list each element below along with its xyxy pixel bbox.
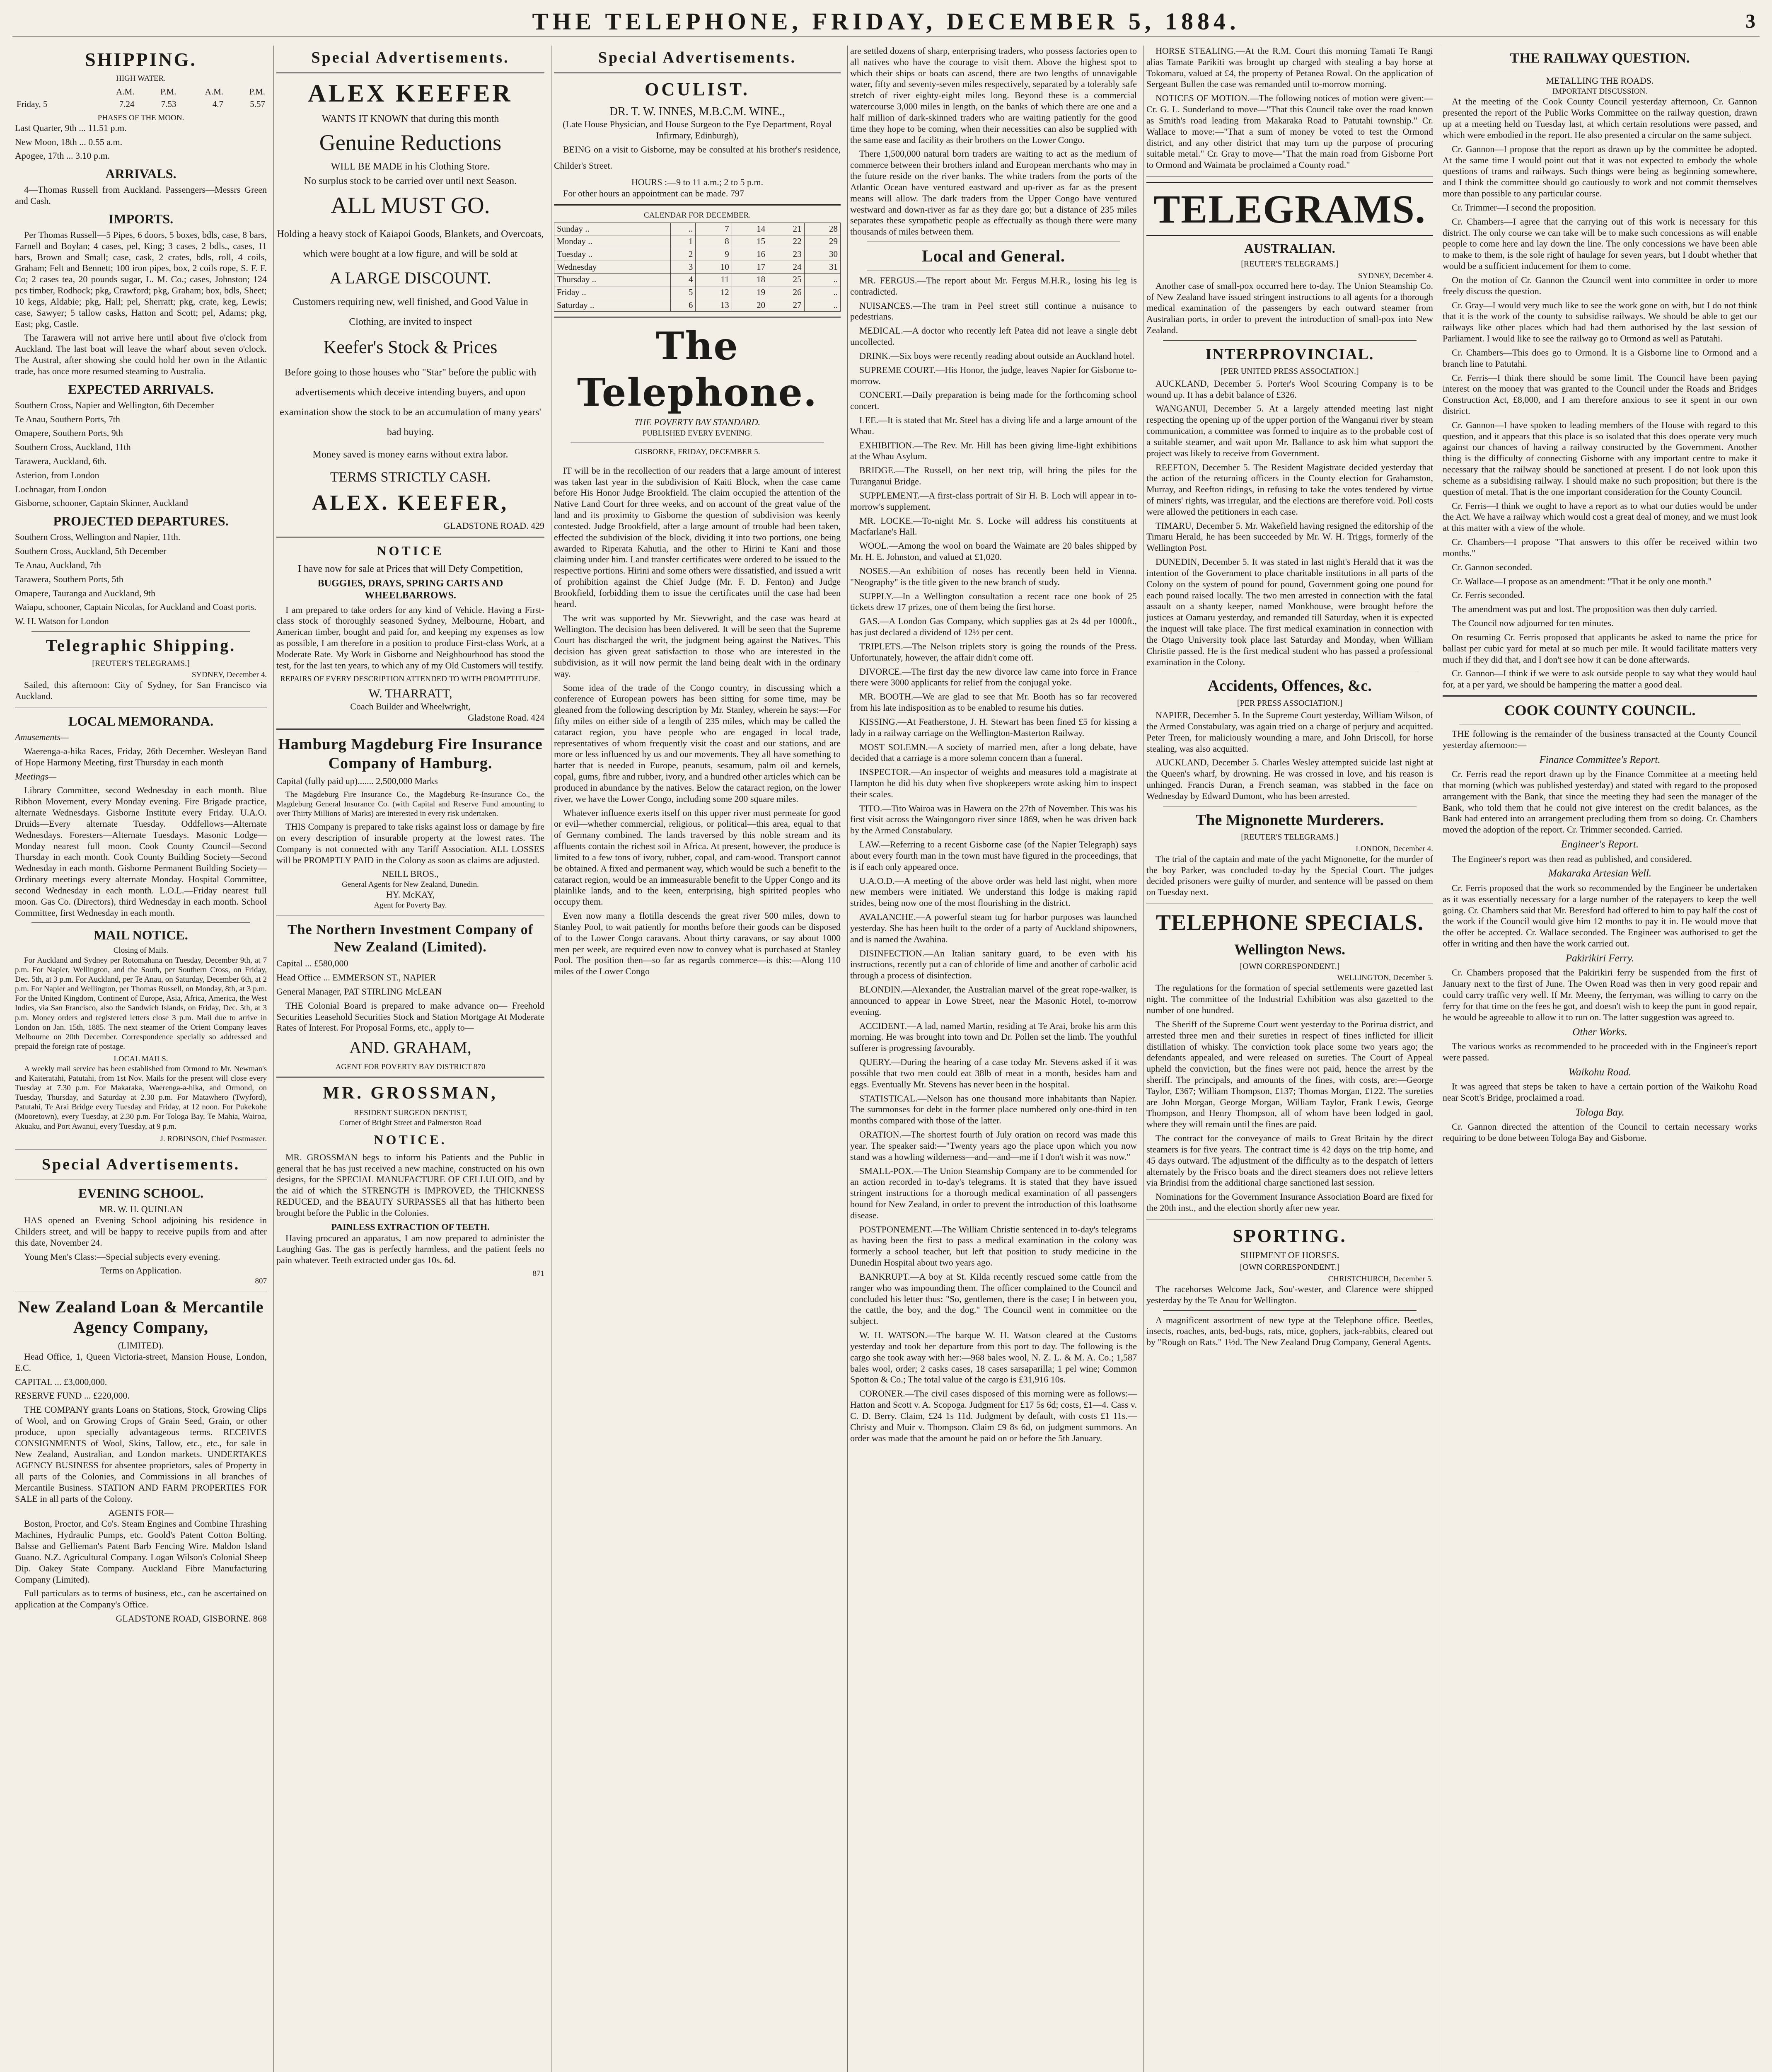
ad-text: The Magdeburg Fire Insurance Co., the Magdeburg Re-Insurance Co., the Magdeburg General Insurance Co. (with Capital and Reserve Fund amounting to over Thirty Millions of Marks) are interested in every risk undertaken. <box>276 790 544 818</box>
news-item: INSPECTOR.—An inspector of weights and measures told a magistrate at Hampton he did his duty when five shopkeepers wrote asking him to inspect their scales. <box>850 767 1137 799</box>
imports-text: Per Thomas Russell—5 Pipes, 6 doors, 5 boxes, bdls, case, 8 bars, Farnell and Boylan; 4 cases, pel, King; 3 cases, 2 bdls., cases, 11 bars, Brown and Small; case, cask, 2 crates, bdls, roll, 4 coils, Graham; Felt and Bennett; 100 iron pipes, box, 2 coils rope, S. F. F. Co; 2 cases tea, 20 pounds sugar, L. M. Co.; cases, Johnston; 124 pcs timber, Rodhock; pkg, Crawford; pkg, Graham; box, bdls, Sheet; 10 kegs, Aldabie; pkg, Hall; pel, Sherratt; pkg, crate, keg, Lewis; case, Sawyer; 5 tallow casks, Hatton and Scott; pel, Adams; pkg, East; pkg, Castle. <box>15 229 267 329</box>
ad-text: Agent for Poverty Bay. <box>374 901 447 910</box>
railway-paragraph: Cr. Ferris—I think we ought to have a report as to what our duties would be under the Act. We have a railway which would cost a great deal of money, and we must look at this matter with a view of the whole. <box>1443 500 1757 533</box>
table-row: Saturday .. 6 13 20 27 .. <box>554 299 841 312</box>
railway-heading: THE RAILWAY QUESTION. <box>1510 51 1690 66</box>
news-item: The trial of the captain and mate of the yacht Mignonette, for the murder of the boy Parker, was concluded to-day by the Special Court. The judges decided prisoners were guilty of murder, and sentence will be passed on them on Tuesday next. <box>1146 853 1433 898</box>
railway-paragraph: Cr. Gray—I would very much like to see the work gone on with, but I do not think that it is the work of the county to subsidise railways. We should be able to get our railways like other places which had had them authorised by the last session of Parliament. I would like to see the railway go to Ormond as well as Patutahi. <box>1443 300 1757 344</box>
ad-text: Corner of Bright Street and Palmerston Road <box>339 1118 481 1127</box>
ad-text: Capital (fully paid up)....... 2,500,000 Marks <box>276 775 438 786</box>
subheading: Other Works. <box>1572 1026 1627 1038</box>
leader-paragraph: The writ was supported by Mr. Sievwright, and the case was heard at Wellington. The decision has been delivered. It will be seen that the Supreme Court has discharged the writ, the judgment being against the Natives. This decision has given great satisfaction to those who are interested in the subdivision, as it will now permit the land being dealt with in the ordinary way. <box>554 612 841 679</box>
news-item: Nominations for the Government Insurance Association Board are fixed for the 20th inst., and the election shortly after new year. <box>1146 1191 1433 1213</box>
source-line: [REUTER'S TELEGRAMS.] <box>1241 833 1339 842</box>
ad-text: I have now for sale at Prices that will Defy Competition, <box>297 563 523 574</box>
ad-address: GLADSTONE ROAD. 429 <box>443 520 544 531</box>
news-item: The Sheriff of the Supreme Court went yesterday to the Porirua district, and arrested three men and their sureties in respect of fines inflicted for illicit distillation of whisky. The conviction took place some two years ago; the defendants appealed, and were released on sureties. The Court of Appeal upheld the conviction, but the fines were not paid, hence the arrest by the sheriff. The principals, and amounts of the fines, with costs, are:—George Taylor, £367; William Thompson, £137; Thomas Morgan, £122. The sureties are John Morgan, George Morgan, William Taylor, Frank Lewis, George Thompson, and Henry Thompson, all of whom have been lodged in gaol, where they will remain until the fines are paid. <box>1146 1019 1433 1130</box>
news-item: KISSING.—At Featherstone, J. H. Stewart has been fined £5 for kissing a lady in a railway carriage on the Wellington-Masterton Railway. <box>850 716 1137 738</box>
news-item: SUPPLEMENT.—A first-class portrait of Sir H. B. Loch will appear in to-morrow's supplement. <box>850 490 1137 512</box>
railway-paragraph: The amendment was put and lost. The proposition was then duly carried. <box>1452 604 1717 615</box>
masthead <box>12 6 1760 37</box>
news-item: The racehorses Welcome Jack, Sou'-wester, and Clarence were shipped yesterday by the Te Anau for Wellington. <box>1146 1283 1433 1305</box>
railway-paragraph: Cr. Gannon seconded. <box>1452 562 1533 572</box>
subheading: Waikohu Road. <box>1568 1066 1632 1078</box>
news-item: BRIDGE.—The Russell, on her next trip, will bring the piles for the Turanganui Bridge. <box>850 465 1137 487</box>
mail-notice-heading: MAIL NOTICE. <box>94 927 188 943</box>
source-line: [OWN CORRESPONDENT.] <box>1240 961 1340 971</box>
divider <box>15 1179 267 1180</box>
news-item: BLONDIN.—Alexander, the Australian marvel of the great rope-walker, is announced to appear in Lowe Street, near the Masonic Hotel, to-morrow evening. <box>850 984 1137 1017</box>
local-mails-text: A weekly mail service has been established from Ormond to Mr. Newman's and Kaiteratahi, Patutahi, from 1st Nov. Mails for the present will close every Tuesday at 7.30 p.m. For Makaraka, Waerenga-a-hika, and Ormond, on Tuesday, Thursday, and Saturday at 2.30 p.m. For Matawhero (Twyford), Patutahi, Te Arai Bridge every Tuesday and Friday, at 12 noon. For Pukekohe (Mooretown), every Tuesday, at 2.30 p.m. For Tologa Bay, Te Mahia, Wairoa, Akuaku, and Port Awanui, every Tuesday, at 9 p.m. <box>15 1064 267 1131</box>
dateline: SYDNEY, December 4. <box>1358 271 1433 280</box>
list-item: Lochnagar, from London <box>15 484 106 494</box>
leader-paragraph: IT will be in the recollection of our readers that a large amount of interest was taken last year in the subdivision of Kaiti Block, when the case came before His Honor Judge Brookfield. The claim occupied the attention of the Native Land Court for three weeks, and on account of the great value of the land and its proximity to Gisborne the question of subdivision was keenly contested. Judge Brookfield, after a large amount of trouble had been taken, effected the subdivision of the block, dividing it into two portions, one being awarded to Riperata Kahutia, and the other to Hirini te Kani and those claiming under him. Land transfer certificates were ordered to be issued to the respective portions. Hirini and some others were dissatisfied, and issued a writ of prohibition against the Chief Judge (Mr. F. D. Fenton) and Judge Brookfield, forbidding them to issue the certificates until the case had been heard. <box>554 465 841 609</box>
ad-text: THIS Company is prepared to take risks against loss or damage by fire on every description of insurable property at the lowest rates. The Company is not connected with any Tariff Association. ALL LOSSES will be PROMPTLY PAID in the Colony as soon as claims are adjusted. <box>276 821 544 865</box>
ad-signature: HY. McKAY, <box>386 889 435 900</box>
dateline: CHRISTCHURCH, December 5. <box>1328 1274 1433 1283</box>
divider <box>276 915 544 916</box>
tides-heading: HIGH WATER. <box>116 74 166 83</box>
sporting-heading: SPORTING. <box>1233 1225 1347 1246</box>
ad-highlight: ALL MUST GO. <box>331 193 490 219</box>
ad-text: WILL BE MADE in his Clothing Store. <box>331 161 490 172</box>
news-item: SUPPLY.—In a Wellington consultation a recent race one book of 25 tickets drew 17 prizes, one of them being the first horse. <box>850 591 1137 612</box>
list-item: Southern Cross, Napier and Wellington, 6th December <box>15 399 214 410</box>
news-item: AUCKLAND, December 5. Porter's Wool Scouring Company is to be wound up. It has a debit balance of £326. <box>1146 378 1433 400</box>
ad-text: RESIDENT SURGEON DENTIST, <box>353 1109 467 1118</box>
ad-text: Young Men's Class:—Special subjects every evening. <box>24 1251 220 1262</box>
news-item: Another case of small-pox occurred here to-day. The Union Steamship Co. of New Zealand have issued stringent instructions to all agents for a thorough medical examination of the passengers by each outward steamer from Australian ports, in order to prevent the introduction of small-pox into New Zealand. <box>1146 280 1433 336</box>
ad-text: Customers requiring new, well finished, and Good Value in Clothing, are invited to inspect <box>293 297 528 328</box>
news-item: TITO.—Tito Wairoa was in Hawera on the 27th of November. This was his first visit across the Waingongoro river since 1869, when he was driven back by the Armed Constabulary. <box>850 803 1137 836</box>
table-row: Wednesday 3 10 17 24 31 <box>554 261 841 274</box>
subheading: Engineer's Report. <box>1561 839 1639 850</box>
phase-item: Last Quarter, 9th ... 11.51 p.m. <box>15 122 127 133</box>
news-item: MOST SOLEMN.—A society of married men, after a long debate, have decided that a carriage is a more solemn concern than a funeral. <box>850 741 1137 763</box>
ad-highlight: A LARGE DISCOUNT. <box>329 268 491 287</box>
notice-heading: NOTICE. <box>374 1132 447 1147</box>
news-item: AUCKLAND, December 5. Charles Wesley attempted suicide last night at the Queen's wharf, by drowning. He was crossed in love, and his reason is unhinged. Francis Duran, a French seaman, was stabbed in the face on Wednesday by Edward Dumont, who has been arrested. <box>1146 757 1433 801</box>
news-item: SMALL-POX.—The Union Steamship Company are to be commended for an action recorded in to-day's telegrams. It is stated that they have issued stringent instructions for a thorough medical examination of all passengers bound for New Zealand, in order to prevent the introduction of this loathsome disease. <box>850 1165 1137 1220</box>
news-item: CONCERT.—Daily preparation is being made for the forthcoming school concert. <box>850 390 1137 411</box>
ad-signature: ALEX. KEEFER, <box>312 491 509 515</box>
oculist-heading: OCULIST. <box>645 79 750 100</box>
australian-heading: AUSTRALIAN. <box>1244 241 1335 256</box>
special-ads-heading: Special Advertisements. <box>41 1155 240 1173</box>
news-item: The Engineer's report was then read as published, and considered. <box>1452 853 1692 864</box>
ad-number: 871 <box>532 1269 544 1278</box>
list-item: Southern Cross, Auckland, 11th <box>15 442 131 453</box>
railway-paragraph: On the motion of Cr. Gannon the Council went into committee in order to more freely discuss the question. <box>1443 274 1757 296</box>
ad-text: THE COMPANY grants Loans on Stations, Stock, Growing Clips of Wool, and on Growing Crops of Grain Seed, Grain, or other produce, upon specially advantageous terms. RECEIVES CONSIGNMENTS of Wool, Skins, Tallow, etc., etc., for sale in New Zealand, Australian, and London markets. UNDERTAKES AGENCY BUSINESS for absentee proprietors, sales of Property in all parts of the Colonies, and Commissions in all branches of Mercantile Business. STATION AND FARM PROPERTIES FOR SALE in all parts of the Colony. <box>15 1404 267 1504</box>
divider <box>1146 903 1433 904</box>
mignonette-heading: The Mignonette Murderers. <box>1195 811 1384 829</box>
hamburg-heading: Hamburg Magdeburg Fire Insurance Company of Hamburg. <box>278 735 543 772</box>
list-item: Southern Cross, Auckland, 5th December <box>15 546 167 557</box>
ad-name: DR. T. W. INNES, M.B.C.M. WINE., <box>609 105 785 119</box>
ad-highlight: BUGGIES, DRAYS, SPRING CARTS AND WHEELBARROWS. <box>317 578 503 601</box>
news-item: The various works as recommended to be proceeded with in the Engineer's report were passed. <box>1443 1041 1757 1063</box>
arrivals-heading: ARRIVALS. <box>105 166 176 182</box>
news-item: MR. BOOTH.—We are glad to see that Mr. Booth has so far recovered from his late indisposition as to be enabled to resume his duties. <box>850 691 1137 713</box>
wellington-heading: Wellington News. <box>1234 941 1345 958</box>
railway-paragraph: Cr. Gannon—I think if we were to ask outside people to say what they would haul for, at a per yard, we should be hampering the matter a good deal. <box>1443 668 1757 690</box>
news-item: A magnificent assortment of new type at the Telephone office. Beetles, insects, roaches, ants, bed-bugs, rats, mice, gophers, jack-rabbits, cleared out by "Rough on Rats." 1½d. The New Zealand Drug Company, General Agents. <box>1146 1314 1433 1348</box>
railway-paragraph: Cr. Ferris—I think there should be some limit. The Council have been paying interest on the money that was granted to the Council under the Roads and Bridges Construction Act, £8,000, and I am therefore anxious to see it spent in our own district. <box>1443 372 1757 416</box>
accidents-heading: Accidents, Offences, &c. <box>1208 677 1372 695</box>
news-item: The contract for the conveyance of mails to Great Britain by the direct steamers is for five years. The contract time is 42 days on the trip home, and 45 days outward. The adjustment of the difficulty as to the despatch of letters alternately by the Frisco boats and the direct steamers does not relieve letters via Brindisi from the additional charge sanctioned last session. <box>1146 1133 1433 1188</box>
divider <box>15 1149 267 1150</box>
shipping-note: The Tarawera will not arrive here until about five o'clock from Auckland. The last boat will leave the wharf about seven o'clock. The Austral, after showing she could hold her own in the Atlantic trade, has once more resumed steaming to Australia. <box>15 332 267 376</box>
northern-heading: The Northern Investment Company of New Zealand (Limited). <box>287 922 534 955</box>
list-item: Waiapu, schooner, Captain Nicolas, for Auckland and Coast ports. <box>15 602 256 612</box>
source-line: [OWN CORRESPONDENT.] <box>1240 1263 1340 1272</box>
subheading: Finance Committee's Report. <box>1539 754 1661 765</box>
paper-tagline: THE POVERTY BAY STANDARD. <box>634 416 760 427</box>
ad-text: HOURS :—9 to 11 a.m.; 2 to 5 p.m. <box>631 177 764 188</box>
railway-paragraph: Cr. Wallace—I propose as an amendment: "That it be only one month." <box>1452 576 1712 586</box>
divider <box>276 1077 544 1078</box>
news-item: THE following is the remainder of the business transacted at the County Council yesterday afternoon:— <box>1443 728 1757 750</box>
news-item: LEE.—It is stated that Mr. Steel has a diving life and a large amount of the Whau. <box>850 414 1137 436</box>
phase-item: New Moon, 18th ... 0.55 a.m. <box>15 136 123 147</box>
column-6 <box>1440 46 1760 2072</box>
list-item: Omapere, Tauranga and Auckland, 9th <box>15 588 155 598</box>
arrivals-text: 4—Thomas Russell from Auckland. Passengers—Messrs Green and Cash. <box>15 184 267 206</box>
news-item: MEDICAL.—A doctor who recently left Patea did not leave a single debt uncollected. <box>850 325 1137 347</box>
news-item: Cr. Ferris proposed that the work so recommended by the Engineer be undertaken as it was essentially necessary for a large number of the ratepayers to keep the well going. Cr. Chambers said that Mr. Beresford had offered to him to pay half the cost of the work if the Council would give him 12 months to pay it in. He would move that the offer be accepted. Cr. Wallace seconded. The Engineer was authorised to get the offer in writing and then have the work carried out. <box>1443 882 1757 949</box>
ad-text: MR. GROSSMAN begs to inform his Patients and the Public in general that he has just received a new machine, constructed on his own designs, for the SPECIAL MANUFACTURE OF CELLULOID, and by the aid of which the STRENGTH is IMPROVED, the THICKNESS REDUCED, and the BEAUTY SURPASSES all that has hitherto been brought before the Public in the Colonies. <box>276 1152 544 1218</box>
divider <box>276 72 544 73</box>
news-item: GAS.—A London Gas Company, which supplies gas at 2s 4d per 1000ft., has just declared a dividend of 12½ per cent. <box>850 616 1137 638</box>
telephone-specials-heading: TELEPHONE SPECIALS. <box>1156 910 1424 935</box>
news-item: Cr. Ferris read the report drawn up by the Finance Committee at a meeting held that morning (which was published yesterday) and stated with regard to the proposed arrangement with the Bank, that since the meeting they had seen the manager of the Bank, who told them that he could not give interest on the credit balances, as the Bank had entered into an arrangement precluding them from so doing. Cr. Chambers moved the adoption of the report. Cr. Trimmer seconded. Carried. <box>1443 769 1757 835</box>
ad-number: 807 <box>255 1277 267 1286</box>
ad-terms: Terms on Application. <box>100 1265 181 1276</box>
telegrams-heading: TELEGRAMS. <box>1146 182 1433 236</box>
source-line: [PER UNITED PRESS ASSOCIATION.] <box>1221 367 1359 376</box>
table-row: A.M. P.M. A.M. P.M. <box>116 87 265 97</box>
news-item: TIMARU, December 5. Mr. Wakefield having resigned the editorship of the Timaru Herald, he has been succeeded by Mr. W. H. Triggs, formerly of the Wellington Post. <box>1146 520 1433 553</box>
railway-paragraphs <box>1443 96 1757 690</box>
divider <box>1146 176 1433 177</box>
news-item: SUPREME COURT.—His Honor, the judge, leaves Napier for Gisborne to-morrow. <box>850 364 1137 386</box>
news-item: TRIPLETS.—The Nelson triplets story is going the rounds of the Press. Unfortunately, however, the affair didn't come off. <box>850 641 1137 663</box>
news-item: AVALANCHE.—A powerful steam tug for harbor purposes was launched yesterday. She has been built to the order of a party of Auckland shipowners, and is named the Awahina. <box>850 912 1137 944</box>
column-4 <box>847 46 1139 2072</box>
interprovincial-heading: INTERPROVINCIAL. <box>1205 345 1374 363</box>
ad-text: Capital ... £580,000 <box>276 958 348 969</box>
ad-text: Before going to those houses who "Star" before the public with advertisements which deceive intending buyers, and upon examination show the stock to be an accumulation of many years' bad buying. <box>280 367 541 438</box>
divider <box>1443 695 1757 697</box>
news-items <box>850 275 1137 1444</box>
news-item: MR. LOCKE.—To-night Mr. S. Locke will address his constituents at Macfarlane's Hall. <box>850 515 1137 537</box>
ad-text: I am prepared to take orders for any kind of Vehicle. Having a First-class stock of thoroughly seasoned Sydney, Melbourne, Hobart, and American timber, bought and paid for, and keeping my expenses as low as possible, I am therefore in a position to produce First-class Work, at a Moderate Rate. My Work in Gisborne and Neighbourhood has stood the test, for the last ten years, to which any of my Old Customers will testify. <box>276 604 544 670</box>
news-item: EXHIBITION.—The Rev. Mr. Hill has been giving lime-light exhibitions at the Whau Asylum. <box>850 440 1137 462</box>
ad-text: WANTS IT KNOWN that during this month <box>322 113 499 124</box>
ad-text: Coach Builder and Wheelwright, <box>350 701 471 712</box>
subheading: Pakirikiri Ferry. <box>1565 952 1634 964</box>
table-row: Tuesday .. 2 9 16 23 30 <box>554 248 841 261</box>
subheading: Amusements— <box>15 732 69 743</box>
subheading: SHIPMENT OF HORSES. <box>1240 1249 1339 1260</box>
local-memoranda-heading: LOCAL MEMORANDA. <box>68 714 214 729</box>
shipping-heading: SHIPPING. <box>85 49 197 70</box>
ad-name: MR. W. H. QUINLAN <box>99 1204 183 1215</box>
projected-departures-heading: PROJECTED DEPARTURES. <box>53 513 229 529</box>
notice-heading: NOTICE <box>377 543 444 558</box>
ad-text: Head Office, 1, Queen Victoria-street, Mansion House, London, E.C. <box>15 1351 267 1373</box>
news-item: QUERY.—During the hearing of a case today Mr. Stevens asked if it was possible that two men could eat 38lb of meat in a month, besides ham and eggs. Eventually Mr. Stevens has never been in the hospital. <box>850 1057 1137 1089</box>
ad-text: AGENT FOR POVERTY BAY DISTRICT 870 <box>335 1063 486 1072</box>
news-item: DRINK.—Six boys were recently reading about outside an Auckland hotel. <box>859 350 1135 361</box>
list-item: Tarawera, Southern Ports, 5th <box>15 574 123 584</box>
leader-paragraph: Even now many a flotilla descends the great river 500 miles, down to Stanley Pool, to wait patiently for months before their goods can be disposed of to the Lower Congo caravans. About thirty caravans, or say about 1000 men per week, are required even now to convey what is purchased at Stanley Pool. The position then—so far as regards commerce—is this:—Along 110 miles of the Lower Congo <box>554 910 841 977</box>
news-item: Cr. Gannon directed the attention of the Council to certain necessary works requiring to be done between Tologa Bay and Gisborne. <box>1443 1121 1757 1143</box>
dateline: SYDNEY, December 4. <box>191 670 267 680</box>
list-item: Tarawera, Auckland, 6th. <box>15 455 107 466</box>
calendar-heading: CALENDAR FOR DECEMBER. <box>643 211 751 220</box>
dateline: WELLINGTON, December 5. <box>1337 973 1433 983</box>
ad-text: General Manager, PAT STIRLING McLEAN <box>276 986 442 997</box>
subheading: LOCAL MAILS. <box>114 1055 168 1064</box>
telegraphic-text: Sailed, this afternoon: City of Sydney, for San Francisco via Auckland. <box>15 680 267 702</box>
divider <box>554 317 841 318</box>
source-line: [REUTER'S TELEGRAMS.] <box>1241 259 1339 269</box>
table-row: Friday .. 5 12 19 26 .. <box>554 286 841 299</box>
railway-paragraph: Cr. Gannon—I have spoken to leading members of the House with regard to this question, and it appears that this place is so isolated that this does operate very much against our chances of having a railway constructed by the Government. Another thing is the difficulty of connecting Gisborne with any important centre to make it necessary that the railway should be sanctioned at present. I do not look upon this scheme as a subsidising railway. I should make no such proposition; but there is the question of metal. That is the one important consideration for the County Council. <box>1443 419 1757 497</box>
railway-paragraph: At the meeting of the Cook County Council yesterday afternoon, Cr. Gannon presented the report of the Public Works Committee on the railway question, drawn up at a meeting held on Tuesday last, at which certain resolutions were passed, and which were embodied in the report. He also presented a circular on the same subject. <box>1443 96 1757 140</box>
ad-signature: AND. GRAHAM, <box>349 1038 471 1057</box>
leader-paragraph: are settled dozens of sharp, enterprising traders, who possess factories open to all natives who have the courage to visit them. Above the highest spot to which their ships or boats can ascend, there are two lengths of unnavigable water, fifty and seventy-seven miles respectively, separated by a tolerably safe stretch of river eighty-eight miles long. Beyond these is a commercial watercourse 3,000 miles in length, on the banks of which there are one and a half million of dark-skinned traders who are waiting patiently for the good time they hope to be coming, when their necessities can also be supplied with the same ease and facility as their brothers on the Lower Congo. <box>850 46 1137 145</box>
ad-text: Boston, Proctor, and Co's. Steam Engines and Combine Thrashing Machines, Hydraulic Pumps, etc. Goold's Patent Cotton Bolting. Balsse and Gellieman's Patent Barb Fencing Wire. Maldon Island Guano. N.Z. Agricultural Company. Logan Wilson's Colonial Sheep Dip. Oakey State Company. Auckland Fibre Manufacturing Company (Limited). <box>15 1518 267 1585</box>
news-item: REEFTON, December 5. The Resident Magistrate decided yesterday that the action of the returning officers in the County election for Grahamston, Murray, and Reefton ridings, in refusing to take the votes tendered by virtue of miners' rights, was irregular, and the elections are therefore void. Poll costs were allowed the petitioners in each case. <box>1146 462 1433 517</box>
news-item: BANKRUPT.—A boy at St. Kilda recently rescued some cattle from the ranger who was impounding them. The officer complained to the Council and concluded his letter thus: "So, gentlemen, there is the case; I in between you, the cattle, the boy, and the dog." The Council went in committee on the subject. <box>850 1271 1137 1326</box>
table-row: Sunday .. .. 7 14 21 28 <box>554 223 841 235</box>
divider <box>276 729 544 730</box>
news-item: DIVORCE.—The first day the new divorce law came into force in France there were 3000 applicants for relief from the conjugal yoke. <box>850 666 1137 688</box>
ad-text: General Agents for New Zealand, Dunedin. <box>342 880 479 889</box>
subheading: Tologa Bay. <box>1575 1106 1625 1118</box>
special-ads-heading: Special Advertisements. <box>311 49 510 66</box>
table-row: Thursday .. 4 11 18 25 .. <box>554 274 841 286</box>
ad-text: Having procured an apparatus, I am now prepared to administer the Laughing Gas. The gas is perfectly harmless, and the patient feels no pain whatever. Teeth extracted under gas 10s. 6d. <box>276 1232 544 1266</box>
subheading: IMPORTANT DISCUSSION. <box>1552 87 1648 96</box>
news-item: The regulations for the formation of special settlements were gazetted last night. The committee of the Industrial Exhibition was also gazetted to the number of one hundred. <box>1146 983 1433 1016</box>
ad-address: Gladstone Road. 424 <box>467 712 544 723</box>
news-item: NUISANCES.—The tram in Peel street still continue a nuisance to pedestrians. <box>850 300 1137 322</box>
railway-paragraph: Cr. Chambers—This does go to Ormond. It is a Gisborne line to Ormond and a branch line to Patutahi. <box>1443 347 1757 369</box>
subheading: Closing of Mails. <box>113 946 169 955</box>
mail-text: For Auckland and Sydney per Rotomahana on Tuesday, December 9th, at 7 p.m. For Napier, Wellington, and the South, per Southern Cross, on Friday, Dec. 5th, at 3 p.m. For Auckland, per Te Anau, on Saturday, December 6th, at 2 p.m. For Napier and Wellington, per Thomas Russell, on Monday, 8th, at 3 p.m. For the United Kingdom, Continent of Europe, Asia, Africa, America, the West Indies, via San Francisco, also the Sandwich Islands, on Friday, Dec. 5th, at 3 p.m. Money orders and registered letters close 3 p.m. Mail due to arrive in London on Jan. 15th, 1885. The next steamer of the Orient Company leaves Melbourne on 20th December. Correspondence specially so addressed and prepaid the foreign rate of postage. <box>15 956 267 1051</box>
railway-paragraph: Cr. Ferris seconded. <box>1452 590 1525 600</box>
ad-text: RESERVE FUND ... £220,000. <box>15 1390 130 1401</box>
paper-dateline: GISBORNE, FRIDAY, DECEMBER 5. <box>634 447 760 456</box>
ad-highlight: Genuine Reductions <box>319 130 502 155</box>
news-item: WANGANUI, December 5. At a largely attended meeting last night respecting the opening up of the upper portion of the Wanganui river by steam communication, a committee was formed to inquire as to the probable cost of a suitable steamer, and wait upon Mr. Ballance to ask him what support the project was likely to receive from Government. <box>1146 403 1433 458</box>
news-item: DUNEDIN, December 5. It was stated in last night's Herald that it was the intention of the Government to place charitable institutions in all parts of the Colony on the system of pound for pound, Government going one pound for each pound raised locally. The two men arrested in connection with the fatal assault on a shanty keeper, named Monkhouse, were brought before the justices at Oamaru yesterday, and remanded till Saturday, when it is expected the inquest will take place. The first medical examination in connection with the Otago University took place last Saturday and Monday, when William Christie passed. He is the first medical student who has passed a professional examination in the Colony. <box>1146 557 1433 667</box>
column-1 <box>12 46 269 2072</box>
imports-heading: IMPORTS. <box>108 211 174 226</box>
news-item: NAPIER, December 5. In the Supreme Court yesterday, William Wilson, of the Armed Constabulary, was again tried on a charge of perjury and acquitted. Peter Treen, for maliciously wounding a mare, and John Driscoll, for horse stealing, was also acquitted. <box>1146 710 1433 754</box>
divider <box>15 707 267 708</box>
paper-nameplate: The Telephone. <box>577 324 817 415</box>
ad-text: REPAIRS OF EVERY DESCRIPTION ATTENDED TO WITH PROMPTITUDE. <box>280 674 541 683</box>
divider <box>276 537 544 538</box>
list-item: Omapere, Southern Ports, 9th <box>15 428 123 438</box>
cook-county-heading: COOK COUNTY COUNCIL. <box>1504 702 1696 719</box>
ad-highlight: TERMS STRICTLY CASH. <box>330 470 491 485</box>
railway-paragraph: The Council now adjourned for ten minutes. <box>1452 618 1614 629</box>
expected-arrivals-heading: EXPECTED ARRIVALS. <box>68 381 214 397</box>
telegraphic-shipping-heading: Telegraphic Shipping. <box>46 636 236 655</box>
news-item: POSTPONEMENT.—The William Christie sentenced in to-day's telegrams as having been the first to pass a medical examination in the colony was formerly a school teacher, but left that position to study medicine in the Dunedin Hospital about two years ago. <box>850 1224 1137 1268</box>
table-row: Friday, 5 7.24 7.53 4.7 5.57 <box>17 99 265 109</box>
ad-text: CAPITAL ... £3,000,000. <box>15 1376 107 1387</box>
divider <box>554 72 841 73</box>
column-3 <box>551 46 843 2072</box>
ad-text: (Late House Physician, and House Surgeon to the Eye Department, Royal Infirmary, Edinburgh), <box>563 119 832 141</box>
news-item: HORSE STEALING.—At the R.M. Court this morning Tamati Te Rangi alias Tamate Parikiti was brought up charged with stealing a bay horse at Tokomaru, valued at £4, the property of Petanea Rowal. On the application of Sergeant Bullen the case was remanded until to-morrow morning. <box>1146 46 1433 90</box>
ad-text: THE Colonial Board is prepared to make advance on— Freehold Securities Leasehold Securities Stock and Station Mortgage At Moderate Rates of Interest. For Proposal Forms, etc., apply to— <box>276 1000 544 1033</box>
source-line: [REUTER'S TELEGRAMS.] <box>92 658 190 668</box>
ad-text: Head Office ... EMMERSON ST., NAPIER <box>276 972 436 983</box>
list-item: Te Anau, Southern Ports, 7th <box>15 414 120 424</box>
ad-sub: (LIMITED). <box>118 1340 164 1351</box>
news-item: MR. FERGUS.—The report about Mr. Fergus M.H.R., losing his leg is contradicted. <box>850 275 1137 297</box>
news-item: LAW.—Referring to a recent Gisborne case (of the Napier Telegraph) says about every fourth man in the town must have figured in the proceedings, that is if each only appeared once. <box>850 839 1137 872</box>
railway-paragraph: Cr. Chambers—I agree that the carrying out of this work is necessary for this district. The only course we can take will be to make such concessions as will enable people to come here and lay down the line. The only concessions we have been able to make to them, is the sole right of haulage for seven years, but I doubt whether that would be a sufficient inducement for them to come. <box>1443 216 1757 271</box>
column-2 <box>273 46 547 2072</box>
divider <box>31 631 250 632</box>
grossman-heading: MR. GROSSMAN, <box>323 1084 498 1103</box>
subheading: Meetings— <box>15 771 57 782</box>
news-item: ORATION.—The shortest fourth of July oration on record was made this year. The speaker said:—"Twenty years ago the place upon which you now stand was a howling wilderness—and—and—me if I don't wish it was now." <box>850 1129 1137 1162</box>
ad-signature: W. THARRATT, <box>368 686 452 700</box>
dateline: LONDON, December 4. <box>1356 844 1433 853</box>
ad-highlight: Keefer's Stock & Prices <box>323 337 498 358</box>
ad-text: For other hours an appointment can be made. 797 <box>563 188 744 198</box>
ad-text: Full particulars as to terms of business, etc., can be ascertained on application at the Company's Office. <box>15 1588 267 1610</box>
news-item: W. H. WATSON.—The barque W. H. Watson cleared at the Customs yesterday and took her departure from this port to day. The following is the cargo she took away with her:—968 bales wool, N. Z. L. & M. A. Co.; 1,587 bales wool, order; 2 casks cases, 18 cases sarsaparilla; 1 pel wine; Common Spotton & Co.; The total value of the cargo is £31,916 10s. <box>850 1330 1137 1385</box>
local-general-heading: Local and General. <box>922 247 1065 266</box>
phase-item: Apogee, 17th ... 3.10 p.m. <box>15 150 110 161</box>
divider <box>1146 1219 1433 1220</box>
news-item: STATISTICAL.—Nelson has one thousand more inhabitants than Napier. The summonses for debt in the former place numbered only one-third in ten months compared with those of the latter. <box>850 1093 1137 1126</box>
divider <box>1163 1310 1417 1311</box>
divider <box>31 922 250 923</box>
list-item: Southern Cross, Wellington and Napier, 11th. <box>15 532 181 542</box>
news-item: NOSES.—An exhibition of noses has recently been held in Vienna. "Neography" is the title given to the new branch of study. <box>850 565 1137 587</box>
divider <box>15 1291 267 1292</box>
leader-paragraph: Some idea of the trade of the Congo country, in discussing which a conference of European powers has been sitting for some time, may be gleaned from the following description by Mr. Stanley, wherein he says:—For fifty miles on either side of a length of 235 miles, which may be called the cataract region, you have people who are engaged in local trade, representatives of whom frequently visit the coast and our stations, and are more or less influenced by us and our movements. They all have something to barter that is needed in Europe, peanuts, sesamum, palm oil and kernels, copal, gums, fibre and rubber, ivory, and a hundred other articles which can be produced in abundance by the natives. Below the cataract region, on the lower river, we have the Lower Congo, including some 200 square miles. <box>554 682 841 804</box>
news-item: Cr. Chambers proposed that the Pakirikiri ferry be suspended from the first of January next to the first of June. The Owen Road was then in very good repair and could carry traffic very well. If Mr. Meeny, the ferryman, was willing to carry on the ferry for that time on the fees he got, and doesn't wish to keep the punt in good repair, he would be agreeable to allow it to run on. The latter suggestion was agreed to. <box>1443 967 1757 1022</box>
paper-publication: PUBLISHED EVERY EVENING. <box>642 429 752 438</box>
ad-text: No surplus stock to be carried over until next Season. <box>304 175 517 186</box>
subheading: METALLING THE ROADS. <box>1546 75 1654 86</box>
news-item: U.A.O.D.—A meeting of the above order was held last night, when more new members were initiated. We understand this lodge is making rapid strides, being now one of the most flourishing in the district. <box>850 875 1137 908</box>
column-5 <box>1143 46 1436 2072</box>
subheading: Makaraka Artesian Well. <box>1548 868 1652 879</box>
list-item: Asterion, from London <box>15 470 99 480</box>
meetings-text: Library Committee, second Wednesday in each month. Blue Ribbon Movement, every Monday evening. Fire Brigade practice, alternate Wednesdays. Gisborne Institute every Friday. U.A.O. Druids—Every alternate Tuesday. Oddfellows—Alternate Wednesdays. Foresters—Alternate Tuesdays. Masonic Lodge—Monday nearest full moon. Cook County Council—Second Thursday in each month. Cook County Building Society—Second Wednesday in each month. Gisborne Permanent Building Society—Ordinary meetings every alternate Monday. Hospital Committee, second Wednesday in each month. L.O.L.—Friday nearest full moon. Gas Co. (Directors), third Wednesday in each month. School Committee, first Wednesday in each month. <box>15 785 267 918</box>
calendar-table <box>554 223 841 312</box>
tide-table <box>15 86 267 110</box>
ad-text: BEING on a visit to Gisborne, may be consulted at his brother's residence, Childer's Street. <box>554 144 841 171</box>
news-item: It was agreed that steps be taken to have a certain portion of the Waikohu Road near Scott's Bridge, proclaimed a road. <box>1443 1081 1757 1103</box>
special-ads-heading: Special Advertisements. <box>598 49 797 66</box>
ad-highlight: PAINLESS EXTRACTION OF TEETH. <box>331 1221 490 1232</box>
list-item: W. H. Watson for London <box>15 616 109 627</box>
page-number: 3 <box>1745 10 1755 32</box>
railway-paragraph: Cr. Gannon—I propose that the report as drawn up by the committee be adopted. At the same time I would point out that it was not expected to embody the whole questions of trams and railways. Such things were being as beginning somewhere, and I think the committee should go cautiously to work and not commit themselves more than possible to any particular course. <box>1443 143 1757 199</box>
leader-paragraph: There 1,500,000 natural born traders are waiting to act as the medium of commerce between their brothers inland and European merchants who may in the future reside on the river banks. The white traders from the ports of the Atlantic Ocean have ventured eastward and up-river as far as the present means will allow. The dark traders from the Upper Congo have ventured westward and down-river as far as they dare go; but a distance of 235 miles separates these sympathetic people as effectually as though there were many thousands of miles between them. <box>850 148 1137 237</box>
railway-paragraph: On resuming Cr. Ferris proposed that applicants be asked to name the price for ballast per cubic yard for metal at so much per mile. It would facilitate matters very much if they did that, and I don't see how it can be done afterwards. <box>1443 632 1757 665</box>
news-item: ACCIDENT.—A lad, named Martin, residing at Te Arai, broke his arm this morning. He was brought into town and Dr. Pollen set the limb. The youthful sufferer is progressing favourably. <box>850 1020 1137 1053</box>
news-item: DISINFECTION.—An Italian sanitary guard, to be even with his instructions, recently put a can of chloride of lime and another of carbolic acid through a process of disinfection. <box>850 948 1137 981</box>
keefer-name: ALEX KEEFER <box>308 80 513 107</box>
divider <box>1163 340 1417 341</box>
list-item: Te Anau, Auckland, 7th <box>15 559 102 570</box>
divider <box>554 204 841 206</box>
railway-paragraph: Cr. Trimmer—I second the proposition. <box>1452 202 1596 213</box>
news-item: NOTICES OF MOTION.—The following notices of motion were given:—Cr. G. L. Sunderland to move—"That this Council take over the road known as Smith's road leading from Makaraka Road to Patutahi township." Cr. Wallace to move:—"That a sum of money be voted to test the Ormond district, and any other district that may turn up the purpose of procuring suitable metal." Cr. Gray to move—"That the main road from Gisborne Port to Ormond and Waimata be proclaimed a County road." <box>1146 93 1433 170</box>
evening-school-heading: EVENING SCHOOL. <box>78 1186 204 1201</box>
ad-sub: AGENTS FOR— <box>108 1507 174 1518</box>
leader-paragraph: Whatever influence exerts itself on this upper river must permeate for good or evil—whether commercial, religious, or political—this area, equal to that of Germany combined. The lands traversed by this noble stream and its affluents contain the richest soil in Africa. At present, however, the produce is limited to a few tons of ivory, rubber, copal, and cam-wood. Transport cannot be obtained. A fixed and permanent way, which would be such a benefit to the cataract region, would be an immeasurable benefit to the Upper Congo and its plainlike lands, and to the keen, enterprising, high spirited peoples who occupy them. <box>554 807 841 907</box>
newspaper-title: THE TELEPHONE, FRIDAY, DECEMBER 5, 1884. <box>532 8 1240 35</box>
signature: J. ROBINSON, Chief Postmaster. <box>160 1134 267 1143</box>
source-line: [PER PRESS ASSOCIATION.] <box>1237 698 1342 708</box>
ad-text: HAS opened an Evening School adjoining his residence in Childers street, and will be happy to receive pupils from and after this date, November 24. <box>15 1215 267 1248</box>
nz-loan-heading: New Zealand Loan & Mercantile Agency Company, <box>18 1297 264 1337</box>
ad-text: Money saved is money earns without extra labor. <box>312 449 508 460</box>
amusements-text: Waerenga-a-hika Races, Friday, 26th December. Wesleyan Band of Hope Harmony Meeting, first Thursday in each month <box>15 746 267 767</box>
phases-heading: PHASES OF THE MOON. <box>97 113 184 122</box>
ad-signature: NEILL BROS., <box>382 869 439 879</box>
news-item: CORONER.—The civil cases disposed of this morning were as follows:—Hatton and Scott v. A. Scopoga. Judgment for £17 5s 6d; costs, £1—4. Cass v. C. D. Berry. Claim, £24 1s 11d. Judgment by default, with costs £1 11s.—Christy and Muir v. Thompson. Claim £9 8s 6d, on judgment summons. An order was made that the amount be paid on or before the 5th January. <box>850 1388 1137 1443</box>
list-item: Gisborne, schooner, Captain Skinner, Auckland <box>15 498 188 508</box>
railway-paragraph: Cr. Chambers—I propose "That answers to this offer be received within two months." <box>1443 537 1757 558</box>
news-item: WOOL.—Among the wool on board the Waimate are 20 bales shipped by Mr. H. E. Johnston, and valued at £1,020. <box>850 540 1137 562</box>
ad-text: Holding a heavy stock of Kaiapoi Goods, Blankets, and Overcoats, which were bought at a low figure, and will be sold at <box>277 228 544 259</box>
table-row: Monday .. 1 8 15 22 29 <box>554 235 841 248</box>
ad-address: GLADSTONE ROAD, GISBORNE. 868 <box>116 1613 267 1624</box>
